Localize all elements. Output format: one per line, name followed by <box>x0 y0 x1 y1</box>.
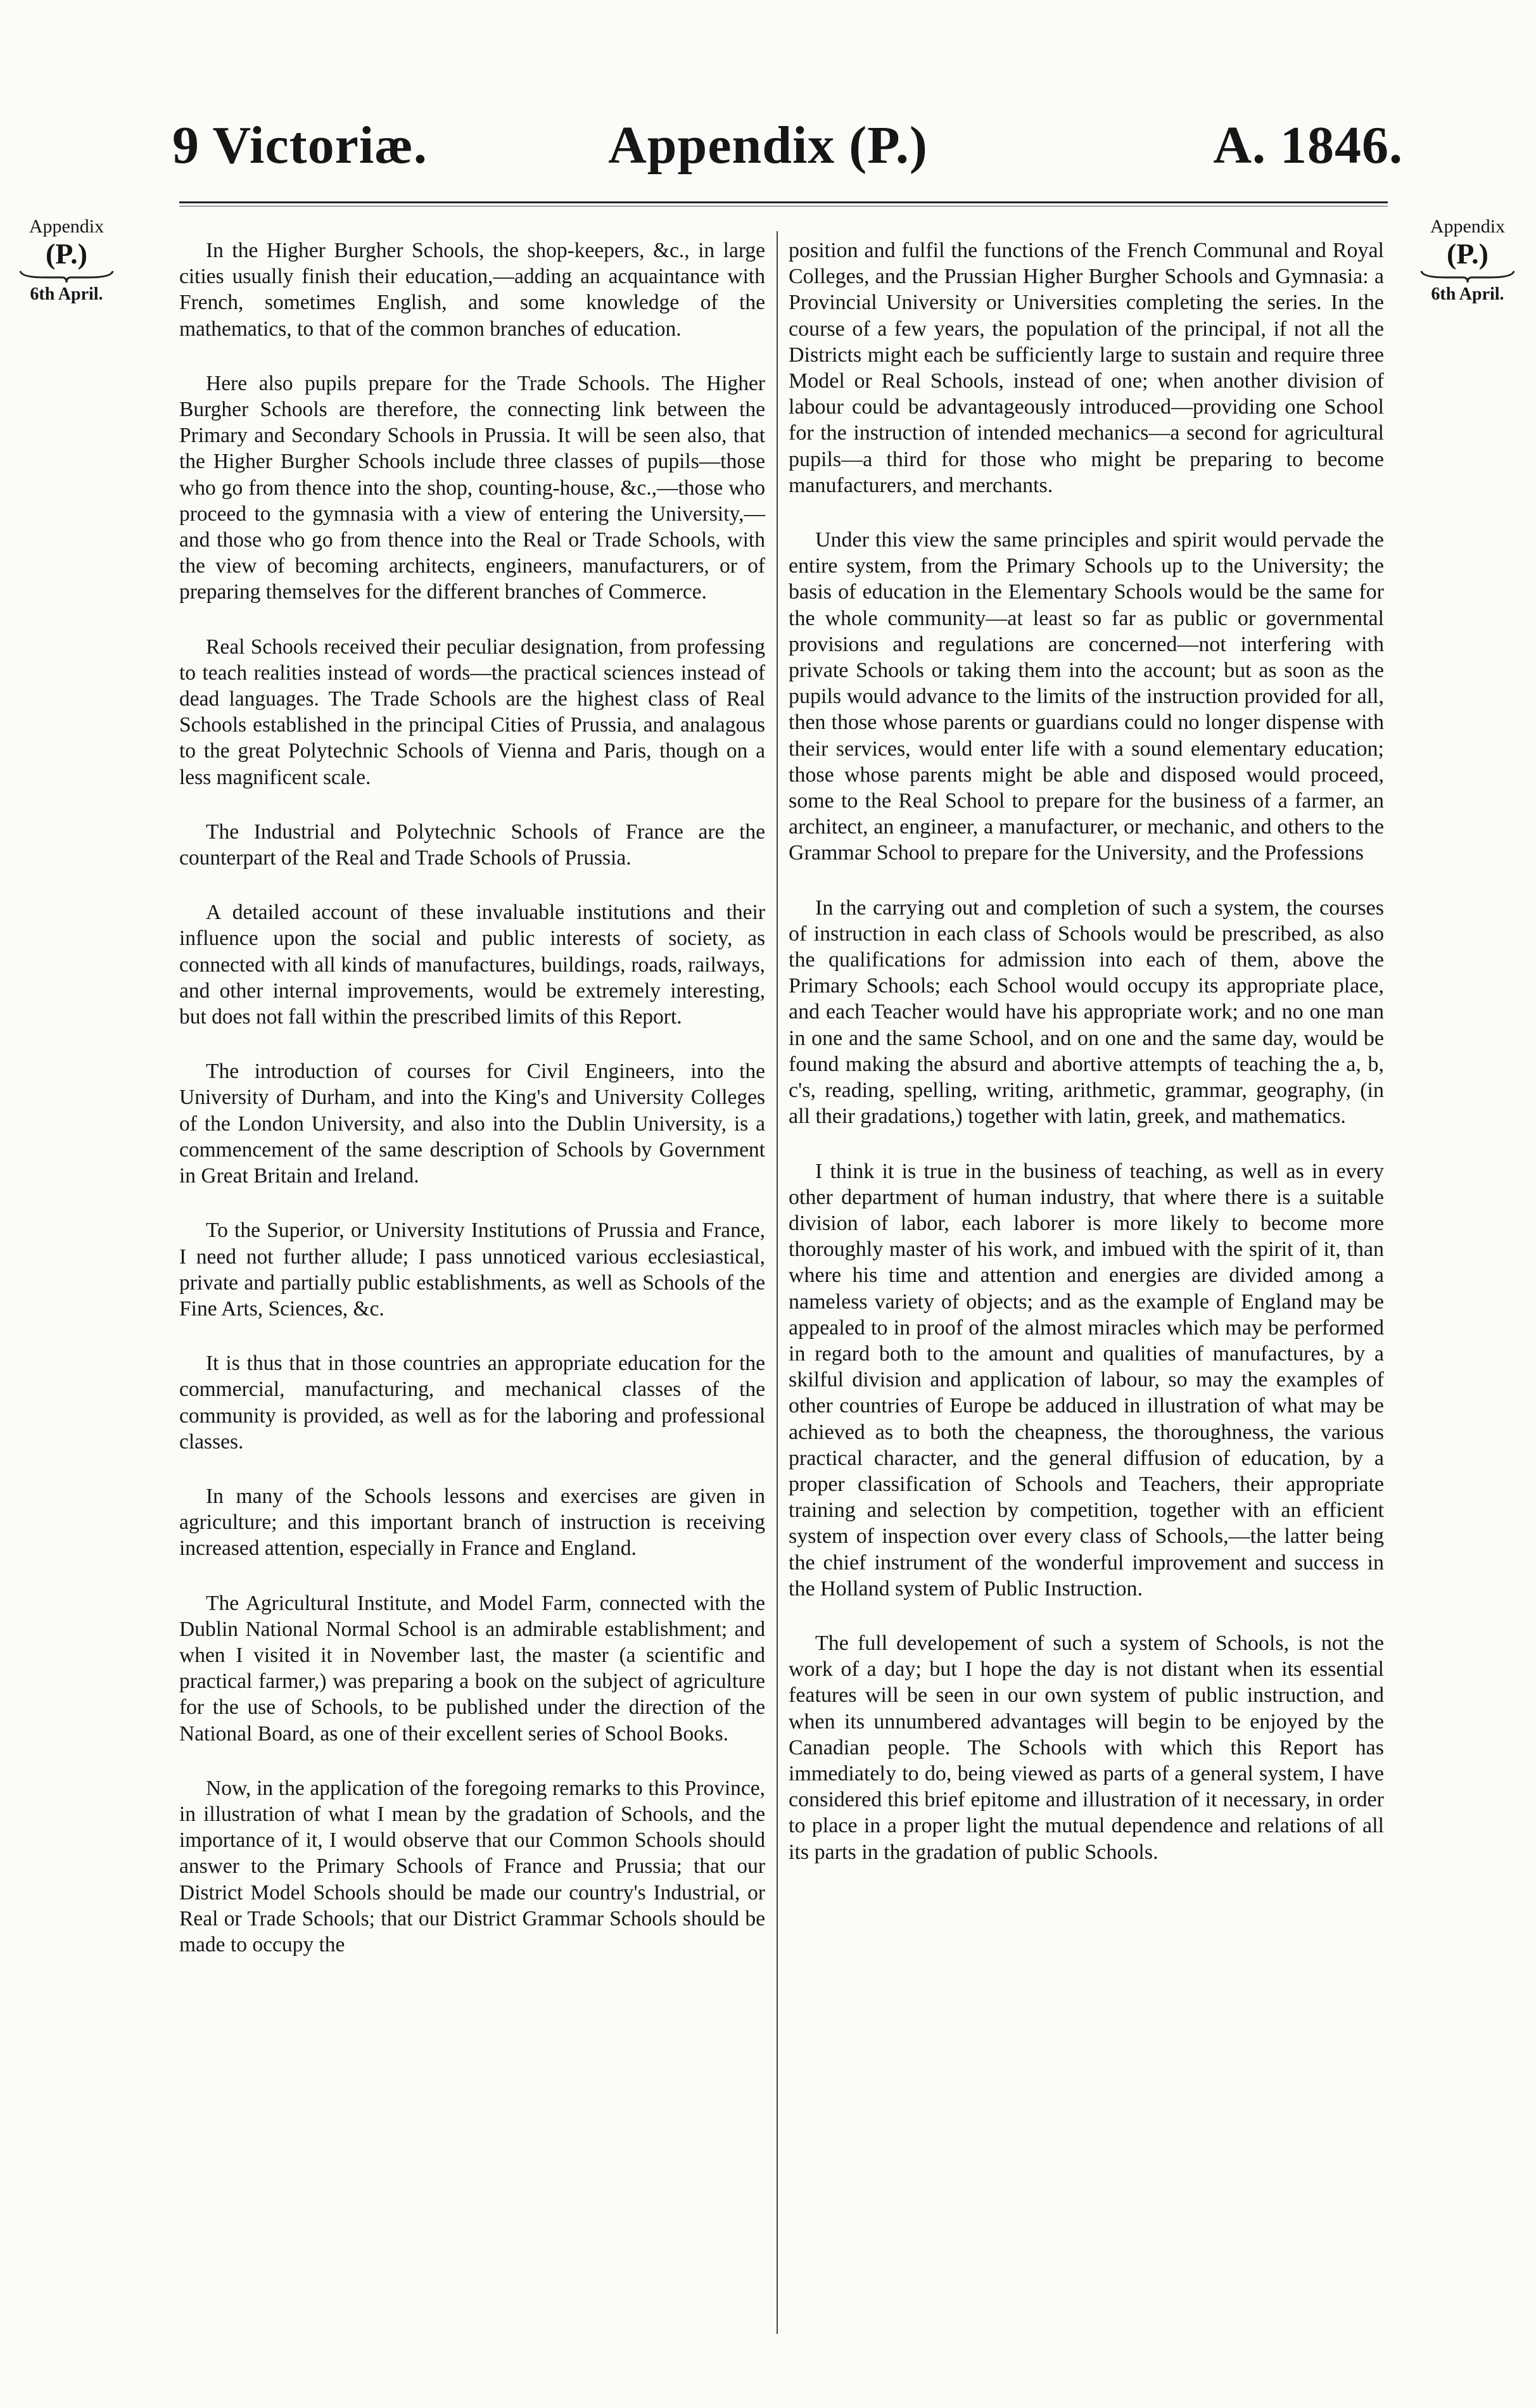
brace-icon <box>1420 270 1515 284</box>
paragraph: In many of the Schools lessons and exercises are given in agriculture; and this important branch of instruction is receiving increased attention, especially in France and England. <box>179 1484 765 1561</box>
paragraph: The introduction of courses for Civil Engineers, into the University of Durham, and into the King's and University Colleges of the London University, and also into the Dublin University, is a commencement of the same description of Schools by Government in Great Britain and Ireland. <box>179 1060 765 1188</box>
header-year: A. 1846. <box>1213 116 1403 175</box>
left-margin-note <box>6 215 127 305</box>
margin-note-paren: (P.) <box>1446 238 1488 270</box>
paragraph: To the Superior, or University Institutions of Prussia and France, I need not further allude; I pass unnoticed various ecclesiastical, private and partially public establishments, as well as Schools of the Fine Arts, Sciences, &c. <box>179 1219 765 1321</box>
margin-note-date: 6th April. <box>30 284 103 304</box>
margin-note-label: Appendix <box>29 216 105 237</box>
column-divider <box>777 231 778 2334</box>
paragraph: In the carrying out and completion of such a system, the courses of instruction in each class of Schools would be prescribed, as also the qualifications for admission into each of them, above the Primary Schools; each School would occupy its appropriate place, and each Teacher would have his appropriate work; and no one man in one and the same School, and on one and the same day, would be found making the absurd and abortive attempts of teaching the a, b, c's, reading, spelling, writing, arithmetic, grammar, geography, (in all their gradations,) together with latin, greek, and mathematics. <box>789 896 1384 1129</box>
paragraph: In the Higher Burgher Schools, the shop-keepers, &c., in large cities usually finish their education,—adding an acquaintance with French, sometimes English, and some knowledge of the mathematics, to that of the common branches of education. <box>179 239 765 341</box>
paragraph: Under this view the same principles and spirit would pervade the entire system, from the Primary Schools up to the University; the basis of education in the Elementary Schools would be the same for the whole community—at least so far as public or governmental provisions and regulations are concerned—not interfering with private Schools or taking them into the account; but as soon as the pupils would advance to the limits of the instruction provided for all, then those whose parents or guardians could no longer dispense with their services, would enter life with a sound elementary education; those whose parents might be able and disposed would proceed, some to the Real School to prepare for the business of a farmer, an architect, an engineer, a manufacturer, or mechanic, and others to the Grammar School to prepare for the University, and the Professions <box>789 528 1384 865</box>
margin-note-paren: (P.) <box>45 238 87 270</box>
right-column <box>789 238 1384 1894</box>
paragraph: Now, in the application of the foregoing remarks to this Province, in illustration of what I mean by the gradation of Schools, and the importance of it, I would observe that our Common Schools should answer to the Primary Schools of France and Prussia; that our District Model Schools should be made our country's Industrial, or Real or Trade Schools; that our District Grammar Schools should be made to occupy the <box>179 1776 765 1956</box>
header-rule <box>179 201 1388 203</box>
paragraph: The full developement of such a system of Schools, is not the work of a day; but I hope the day is not distant when its essential features will be seen in our own system of public instruction, and when its unnumbered advantages will begin to be enjoyed by the Canadian people. The Schools with which this Report has immediately to do, being viewed as parts of a general system, I have considered this brief epitome and illustration of it necessary, in order to place in a proper light the mutual dependence and relations of all its parts in the gradation of public Schools. <box>789 1631 1384 1864</box>
brace-icon <box>19 270 114 284</box>
paragraph: Here also pupils prepare for the Trade Schools. The Higher Burgher Schools are therefore, the connecting link between the Primary and Secondary Schools in Prussia. It will be seen also, that the Higher Burgher Schools include three classes of pupils—those who go from thence into the shop, counting-house, &c.,—those who proceed to the gymnasia with a view of entering the University,—and those who go from thence into the Real or Trade Schools, with the view of becoming architects, engineers, manufacturers, or of preparing themselves for the different branches of Commerce. <box>179 371 765 604</box>
paragraph: Real Schools received their peculiar designation, from professing to teach realities instead of words—the practical sciences instead of dead languages. The Trade Schools are the highest class of Real Schools established in the principal Cities of Prussia, and analagous to the great Polytechnic Schools of Vienna and Paris, though on a less magnificent scale. <box>179 635 765 789</box>
paragraph: The Agricultural Institute, and Model Farm, connected with the Dublin National Normal School is an admirable establishment; and when I visited it in November last, the master (a scientific and practical farmer,) was preparing a book on the subject of agriculture for the use of Schools, to be published under the direction of the National Board, as one of their excellent series of School Books. <box>179 1591 765 1746</box>
margin-note-date: 6th April. <box>1431 284 1504 304</box>
paragraph: I think it is true in the business of teaching, as well as in every other department of human industry, that where there is a suitable division of labor, each laborer is more likely to become more thoroughly master of his work, and imbued with the spirit of it, than where his time and attention and energies are divided among a nameless variety of objects; and as the example of England may be appealed to in proof of the almost miracles which may be performed in regard both to the amount and qualities of manufactures, by a skilful division and application of labour, so may the examples of other countries of Europe be adduced in illustration of what may be achieved as to both the cheapness, the thoroughness, the various practical character, and the general diffusion of education, by a proper classification of Schools and Teachers, their appropriate training and selection by competition, together with an efficient system of inspection over every class of Schools,—the latter being the chief instrument of the wonderful improvement and success in the Holland system of Public Instruction. <box>789 1159 1384 1600</box>
paragraph: A detailed account of these invaluable institutions and their influence upon the social and public interests of society, as connected with all kinds of manufactures, buildings, roads, railways, and other internal improvements, would be extremely interesting, but does not fall within the prescribed limits of this Report. <box>179 901 765 1029</box>
header-session: 9 Victoriæ. <box>172 116 428 175</box>
paragraph: The Industrial and Polytechnic Schools of France are the counterpart of the Real and Trade Schools of Prussia. <box>179 820 765 870</box>
left-column <box>179 238 765 1986</box>
header-title: Appendix (P.) <box>608 116 928 175</box>
running-header <box>0 111 1536 181</box>
margin-note-label: Appendix <box>1430 216 1506 237</box>
paragraph: position and fulfil the functions of the French Communal and Royal Colleges, and the Prussian Higher Burgher Schools and Gymnasia: a Provincial University or Universities completing the series. In the course of a few years, the population of the principal, if not all the Districts might each be sufficiently large to sustain and require three Model or Real Schools, instead of one; when another division of labour could be advantageously introduced—providing one School for the instruction of intended mechanics—a second for agricultural pupils—a third for those who might be preparing to become manufacturers, and merchants. <box>789 239 1384 497</box>
right-margin-note <box>1407 215 1528 305</box>
paragraph: It is thus that in those countries an appropriate education for the commercial, manufacturing, and mechanical classes of the community is provided, as well as for the laboring and professional classes. <box>179 1352 765 1454</box>
